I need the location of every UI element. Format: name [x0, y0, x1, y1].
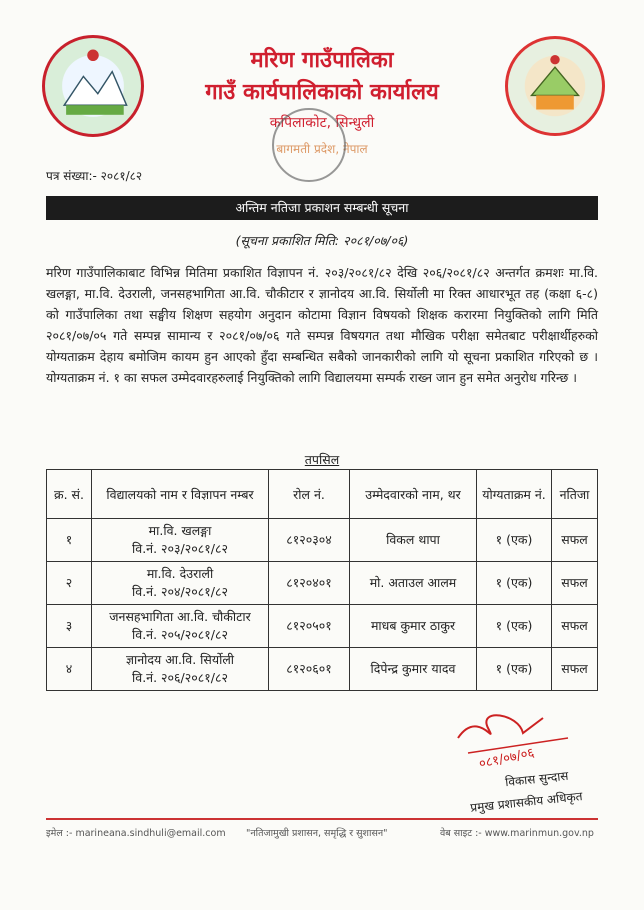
adv-number: वि.नं. २०४/२०८१/८२ — [132, 584, 228, 599]
col-name: उम्मेदवारको नाम, थर — [350, 470, 477, 519]
signatory-title: प्रमुख प्रशासकीय अधिकृत — [469, 789, 584, 815]
office-name-line2: गाउँ कार्यपालिकाको कार्यालय — [205, 80, 439, 105]
cell-rank: १ (एक) — [477, 562, 552, 605]
cell-school — [92, 605, 269, 648]
published-date: (सूचना प्रकाशित मिति: २०८१/०७/०६) — [235, 233, 409, 248]
adv-number: वि.नं. २०६/२०८१/८२ — [132, 670, 228, 685]
school-name: मा.वि. खलङ्गा — [148, 523, 212, 538]
adv-number: वि.नं. २०५/२०८१/८२ — [132, 627, 228, 642]
notice-title-bar: अन्तिम नतिजा प्रकाशन सम्बन्धी सूचना — [46, 196, 598, 220]
footer-email: इमेल :- marineana.sindhuli@email.com — [46, 828, 226, 839]
footer-website: वेब साइट :- www.marinmun.gov.np — [440, 828, 594, 839]
cell-roll: ८१२०३०४ — [269, 519, 350, 562]
office-name-line1: मरिण गाउँपालिका — [250, 48, 394, 73]
cell-sn: १ — [47, 519, 92, 562]
cell-rank: १ (एक) — [477, 519, 552, 562]
school-name: ज्ञानोदय आ.वि. सिर्योली — [125, 652, 235, 667]
footer-slogan: "नतिजामुखी प्रशासन, समृद्धि र सुशासन" — [246, 828, 388, 839]
office-seal-stamp — [272, 108, 346, 182]
signatory-name: विकास सुन्दास — [504, 768, 570, 790]
cell-name: दिपेन्द्र कुमार यादव — [350, 648, 477, 691]
office-address: कपिलाकोट, सिन्धुली — [269, 115, 375, 131]
cell-sn: २ — [47, 562, 92, 605]
cell-roll: ८१२०४०१ — [269, 562, 350, 605]
cell-rank: १ (एक) — [477, 648, 552, 691]
cell-name: माधब कुमार ठाकुर — [350, 605, 477, 648]
table-row — [47, 605, 598, 648]
office-province: बागमती प्रदेश, नेपाल — [276, 142, 368, 156]
table-row — [47, 519, 598, 562]
cell-result: सफल — [552, 562, 598, 605]
cell-name: विकल थापा — [350, 519, 477, 562]
table-header-row — [47, 470, 598, 519]
col-sn: क्र. सं. — [47, 470, 92, 519]
school-name: मा.वि. देउराली — [146, 566, 214, 581]
cell-roll: ८१२०५०१ — [269, 605, 350, 648]
table-row — [47, 648, 598, 691]
col-roll: रोल नं. — [269, 470, 350, 519]
cell-school — [92, 519, 269, 562]
footer-divider — [46, 818, 598, 820]
details-heading: तपसिल — [304, 452, 340, 467]
signature-date: ०८१/०७/०६ — [477, 745, 536, 772]
col-result: नतिजा — [552, 470, 598, 519]
cell-roll: ८१२०६०१ — [269, 648, 350, 691]
cell-rank: १ (एक) — [477, 605, 552, 648]
school-name: जनसहभागिता आ.वि. चौकीटार — [109, 609, 251, 624]
reference-number: पत्र संख्या:- २०८१/८२ — [46, 169, 143, 183]
cell-sn: ४ — [47, 648, 92, 691]
cell-school — [92, 648, 269, 691]
col-rank: योग्यताक्रम नं. — [477, 470, 552, 519]
cell-name: मो. अताउल आलम — [350, 562, 477, 605]
cell-sn: ३ — [47, 605, 92, 648]
cell-school — [92, 562, 269, 605]
notice-body: मरिण गाउँपालिकाबाट विभिन्न मितिमा प्रकाशित विज्ञापन नं. २०३/२०८१/८२ देखि २०६/२०८१/८२ अन्तर्गत क्रमशः मा.वि. खलङ्गा, मा.वि. देउराली, जनसहभागिता आ.वि. चौकीटार र ज्ञानोदय आ.वि. सिर्योली मा रिक्त आधारभूत तह (कक्षा ६-८) को गाउँपालिका तथा सङ्घीय शिक्षण सहयोग अनुदान कोटामा विज्ञान विषयको शिक्षक करारमा नियुक्तिको लागि मिति २०८१/०७/०५ गते सम्पन्न सामान्य र २०८१/०७/०६ गते सम्पन्न विषयगत तथा मौखिक परीक्षा समेतबाट परीक्षार्थीहरुको योग्यताक्रम देहाय बमोजिम कायम हुन आएको हुँदा सम्बन्धित सबैको जानकारीको लागि यो सूचना प्रकाशित गरिएको छ । योग्यताक्रम नं. १ का सफल उम्मेदवारहरुलाई नियुक्तिको लागि विद्यालयमा सम्पर्क राख्न जान हुन समेत अनुरोध गरिन्छ । — [46, 265, 598, 385]
table-row — [47, 562, 598, 605]
col-school: विद्यालयको नाम र विज्ञापन नम्बर — [92, 470, 269, 519]
cell-result: सफल — [552, 648, 598, 691]
results-table — [46, 469, 598, 691]
adv-number: वि.नं. २०३/२०८१/८२ — [132, 541, 228, 556]
cell-result: सफल — [552, 519, 598, 562]
cell-result: सफल — [552, 605, 598, 648]
